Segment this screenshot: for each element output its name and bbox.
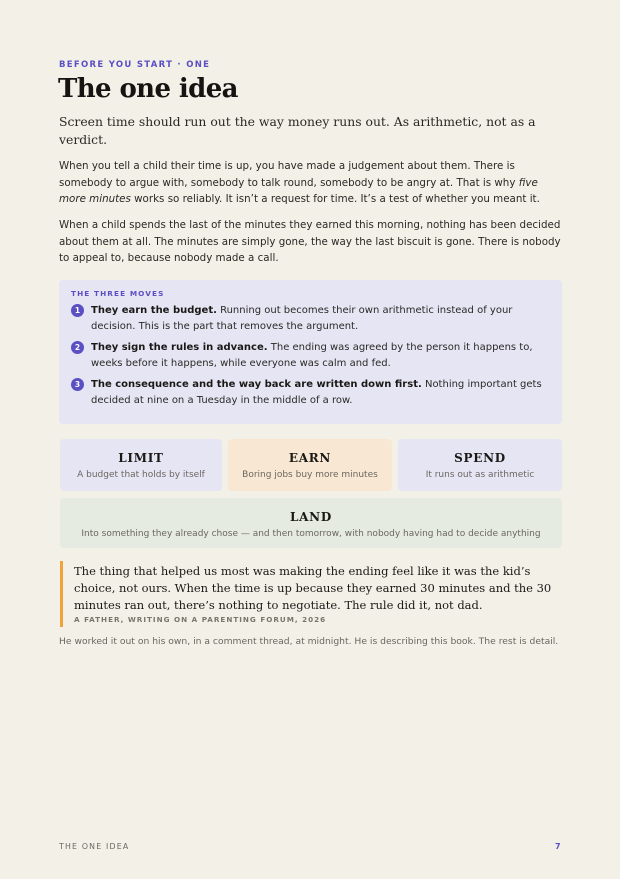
move-item-2 <box>71 340 549 371</box>
section-eyebrow: BEFORE YOU START · ONE <box>59 60 211 70</box>
move-bold-2: They sign the rules in advance. <box>91 342 268 353</box>
move-text-1 <box>91 303 549 334</box>
move-bold-3: The consequence and the way back are written down first. <box>91 379 422 390</box>
card-land-title: LAND <box>290 510 332 524</box>
three-moves-box <box>59 280 562 424</box>
move-bold-1: They earn the budget. <box>91 305 217 316</box>
move-item-3 <box>71 377 549 408</box>
card-land <box>60 498 562 548</box>
quote-attribution: A FATHER, WRITING ON A PARENTING FORUM, 2026 <box>74 615 327 624</box>
move-item-1 <box>71 303 549 334</box>
quote-text: The thing that helped us most was making the ending feel like it was the kid’s choice, not ours. When the time is up because they earned 30 minutes and the 30 minutes ran out, there’s nothing to negotiate. The rule did it, not dad. <box>74 564 552 612</box>
running-footer: THE ONE IDEA <box>59 842 130 851</box>
card-limit <box>60 439 222 491</box>
page-title: The one idea <box>58 74 238 104</box>
body-paragraph-2: When a child spends the last of the minutes they earned this morning, nothing has been decided about them at all. The minutes are simply gone, the way the last biscuit is gone. There is nobody to appeal to, because nobody made a call. <box>59 219 561 264</box>
card-earn <box>228 439 392 491</box>
closing-note: He worked it out on his own, in a comment thread, at midnight. He is describing this book. The rest is detail. <box>59 636 559 647</box>
card-earn-title: EARN <box>288 451 332 465</box>
move-text-2 <box>91 340 549 371</box>
para1-after: works so reliably. It isn’t a request for time. It’s a test of whether you meant it. <box>130 193 540 205</box>
lede: Screen time should run out the way money runs out. As arithmetic, not as a verdict. <box>59 114 536 147</box>
body-paragraph-1 <box>59 158 561 208</box>
pull-quote <box>60 561 563 627</box>
move-rest-1: Running out becomes their own arithmetic instead of your decision. This is the part that removes the argument. <box>91 305 513 332</box>
move-rest-2: The ending was agreed by the person it happens to, weeks before it happens, while everyone was calm and fed. <box>91 342 533 369</box>
card-land-subtitle: Into something they already chose — and then tomorrow, with nobody having had to decide anything <box>81 529 541 539</box>
card-spend-title: SPEND <box>454 451 506 465</box>
card-spend-subtitle: It runs out as arithmetic <box>425 470 535 480</box>
move-text-3 <box>91 377 549 408</box>
page-number: 7 <box>555 842 561 851</box>
number-badge-2: 2 <box>71 341 84 354</box>
moves-heading: THE THREE MOVES <box>71 289 165 298</box>
number-badge-1: 1 <box>71 304 84 317</box>
card-limit-title: LIMIT <box>118 451 164 465</box>
number-badge-3: 3 <box>71 378 84 391</box>
para1-emphasis: five more minutes <box>59 176 538 205</box>
card-spend <box>398 439 562 491</box>
move-rest-3: Nothing important gets decided at nine on a Tuesday in the middle of a row. <box>91 379 542 406</box>
card-limit-subtitle: A budget that holds by itself <box>77 470 205 480</box>
para1-before: When you tell a child their time is up, you have made a judgement about them. There is somebody to argue with, somebody to talk round, somebody to be angry at. That is why <box>59 160 519 189</box>
card-earn-subtitle: Boring jobs buy more minutes <box>242 470 378 480</box>
